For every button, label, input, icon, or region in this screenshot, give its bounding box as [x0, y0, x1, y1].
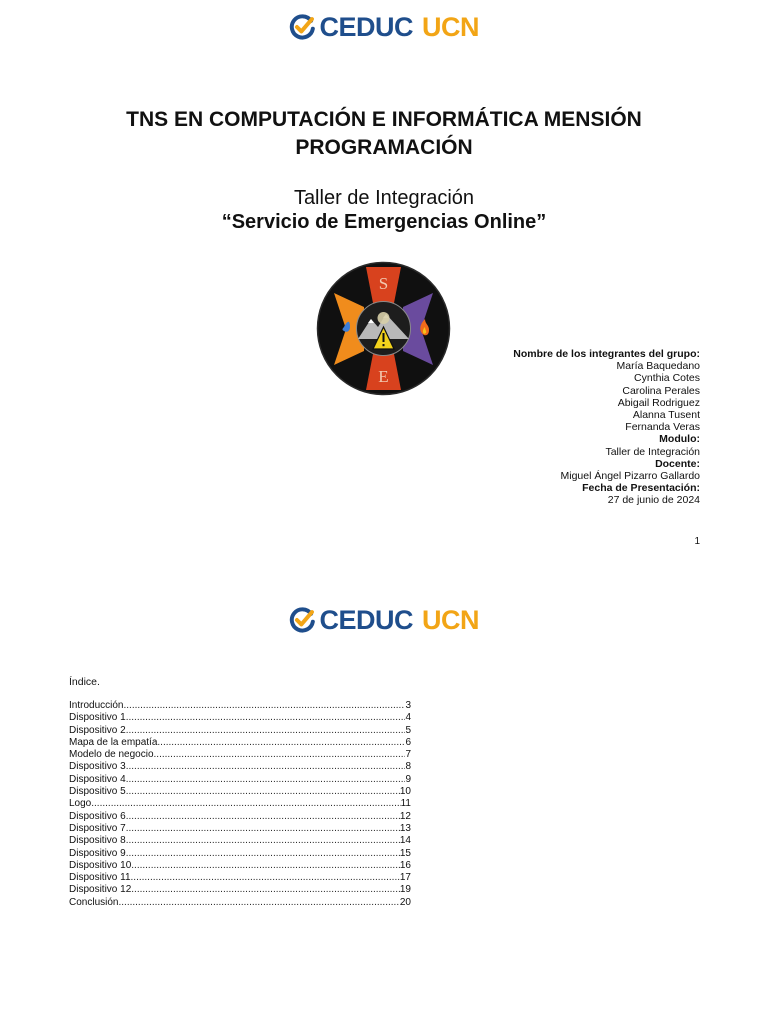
toc-leader-dots	[157, 737, 405, 749]
member-name: Abigail Rodriguez	[617, 396, 700, 409]
toc-entry-page: 13	[399, 822, 411, 834]
toc-entry[interactable]	[69, 737, 411, 749]
teacher-value: Miguel Ángel Pizarro Gallardo	[560, 470, 700, 483]
brand-word-ceduc: CEDUC	[319, 604, 413, 635]
toc-leader-dots	[126, 823, 400, 835]
toc-entry-label: Conclusión	[69, 896, 119, 908]
toc-leader-dots	[131, 872, 400, 884]
toc-leader-dots	[91, 798, 400, 810]
module-value: Taller de Integración	[605, 445, 700, 458]
emblem-letter-top: S	[378, 274, 389, 293]
toc-entry-page: 17	[399, 872, 411, 884]
toc-entry-label: Dispositivo 5	[69, 786, 126, 798]
member-name: Cynthia Cotes	[634, 372, 700, 385]
index-title: Índice.	[69, 676, 100, 688]
table-of-contents	[69, 700, 411, 909]
member-name: María Baquedano	[616, 360, 700, 373]
toc-entry[interactable]	[69, 712, 411, 724]
toc-entry[interactable]	[69, 884, 411, 896]
toc-entry-page: 15	[399, 847, 411, 859]
ceduc-check-icon	[289, 12, 315, 42]
date-label: Fecha de Presentación:	[582, 482, 700, 495]
page-number: 1	[694, 536, 700, 547]
toc-entry-label: Dispositivo 7	[69, 822, 126, 834]
toc-entry-page: 19	[399, 884, 411, 896]
toc-entry-label: Dispositivo 8	[69, 835, 126, 847]
toc-leader-dots	[131, 884, 400, 896]
toc-entry-label: Dispositivo 11	[69, 872, 131, 884]
toc-leader-dots	[126, 774, 406, 786]
toc-entry-label: Dispositivo 9	[69, 847, 126, 859]
toc-entry-label: Dispositivo 3	[69, 761, 126, 773]
toc-entry-page: 9	[405, 773, 411, 785]
brand-word-ucn: UCN	[422, 604, 479, 635]
title-line-1: TNS EN COMPUTACIÓN E INFORMÁTICA MENSIÓN	[126, 108, 642, 131]
subtitle-line-2: “Servicio de Emergencias Online”	[221, 211, 547, 233]
toc-entry[interactable]	[69, 848, 411, 860]
toc-entry-label: Dispositivo 2	[69, 724, 126, 736]
toc-entry[interactable]	[69, 872, 411, 884]
toc-leader-dots	[126, 712, 406, 724]
toc-entry-label: Modelo de negocio	[69, 749, 154, 761]
toc-entry[interactable]	[69, 811, 411, 823]
member-name: Alanna Tusent	[632, 409, 700, 422]
toc-entry-page: 3	[405, 700, 411, 711]
document-subtitle	[60, 186, 708, 234]
toc-entry-page: 8	[405, 761, 411, 773]
toc-entry[interactable]	[69, 725, 411, 737]
toc-entry-page: 11	[400, 798, 411, 810]
toc-entry[interactable]	[69, 786, 411, 798]
toc-entry[interactable]	[69, 860, 411, 872]
toc-entry-page: 5	[405, 724, 411, 736]
module-label: Modulo:	[659, 433, 700, 446]
toc-leader-dots	[131, 860, 400, 872]
group-info	[380, 348, 700, 507]
toc-leader-dots	[126, 725, 406, 737]
toc-entry[interactable]	[69, 774, 411, 786]
ceduc-ucn-logo	[289, 9, 479, 45]
toc-entry-page: 12	[399, 810, 411, 822]
toc-entry[interactable]	[69, 761, 411, 773]
toc-entry[interactable]	[69, 798, 411, 810]
toc-leader-dots	[126, 786, 400, 798]
toc-entry[interactable]	[69, 835, 411, 847]
toc-entry-page: 16	[399, 859, 411, 871]
brand-word-ucn: UCN	[422, 11, 479, 42]
toc-entry[interactable]	[69, 823, 411, 835]
toc-entry[interactable]	[69, 897, 411, 909]
teacher-label: Docente:	[655, 457, 700, 470]
title-line-2: PROGRAMACIÓN	[295, 136, 473, 159]
toc-entry[interactable]	[69, 700, 411, 712]
toc-entry-label: Dispositivo 10	[69, 859, 132, 871]
brand-word-ceduc: CEDUC	[319, 11, 413, 42]
ceduc-check-icon	[289, 605, 315, 635]
toc-entry-label: Dispositivo 12	[69, 884, 132, 896]
toc-leader-dots	[126, 761, 406, 773]
toc-leader-dots	[118, 897, 399, 909]
toc-leader-dots	[126, 848, 400, 860]
toc-leader-dots	[126, 835, 400, 847]
toc-entry-page: 7	[405, 749, 411, 761]
date-value: 27 de junio de 2024	[607, 494, 700, 507]
ceduc-ucn-logo	[289, 602, 479, 638]
toc-entry-label: Introducción	[69, 700, 124, 711]
member-name: Fernanda Veras	[625, 421, 700, 434]
toc-leader-dots	[154, 749, 406, 761]
toc-leader-dots	[126, 811, 400, 823]
toc-entry-page: 6	[405, 736, 411, 748]
toc-entry-label: Logo	[69, 798, 92, 810]
toc-entry-page: 10	[399, 786, 411, 798]
toc-entry[interactable]	[69, 749, 411, 761]
toc-entry-label: Dispositivo 6	[69, 810, 126, 822]
toc-entry-page: 4	[405, 712, 411, 724]
toc-entry-label: Dispositivo 1	[69, 712, 126, 724]
toc-leader-dots	[123, 700, 405, 712]
toc-entry-page: 14	[399, 835, 411, 847]
toc-entry-label: Dispositivo 4	[69, 773, 126, 785]
toc-entry-page: 20	[399, 896, 411, 908]
emblem-letter-bottom: E	[378, 367, 389, 386]
document-title	[60, 106, 708, 162]
members-label: Nombre de los integrantes del grupo:	[513, 348, 700, 360]
subtitle-line-1: Taller de Integración	[293, 187, 475, 209]
toc-entry-label: Mapa de la empatía	[69, 736, 158, 748]
member-name: Carolina Perales	[622, 384, 700, 397]
